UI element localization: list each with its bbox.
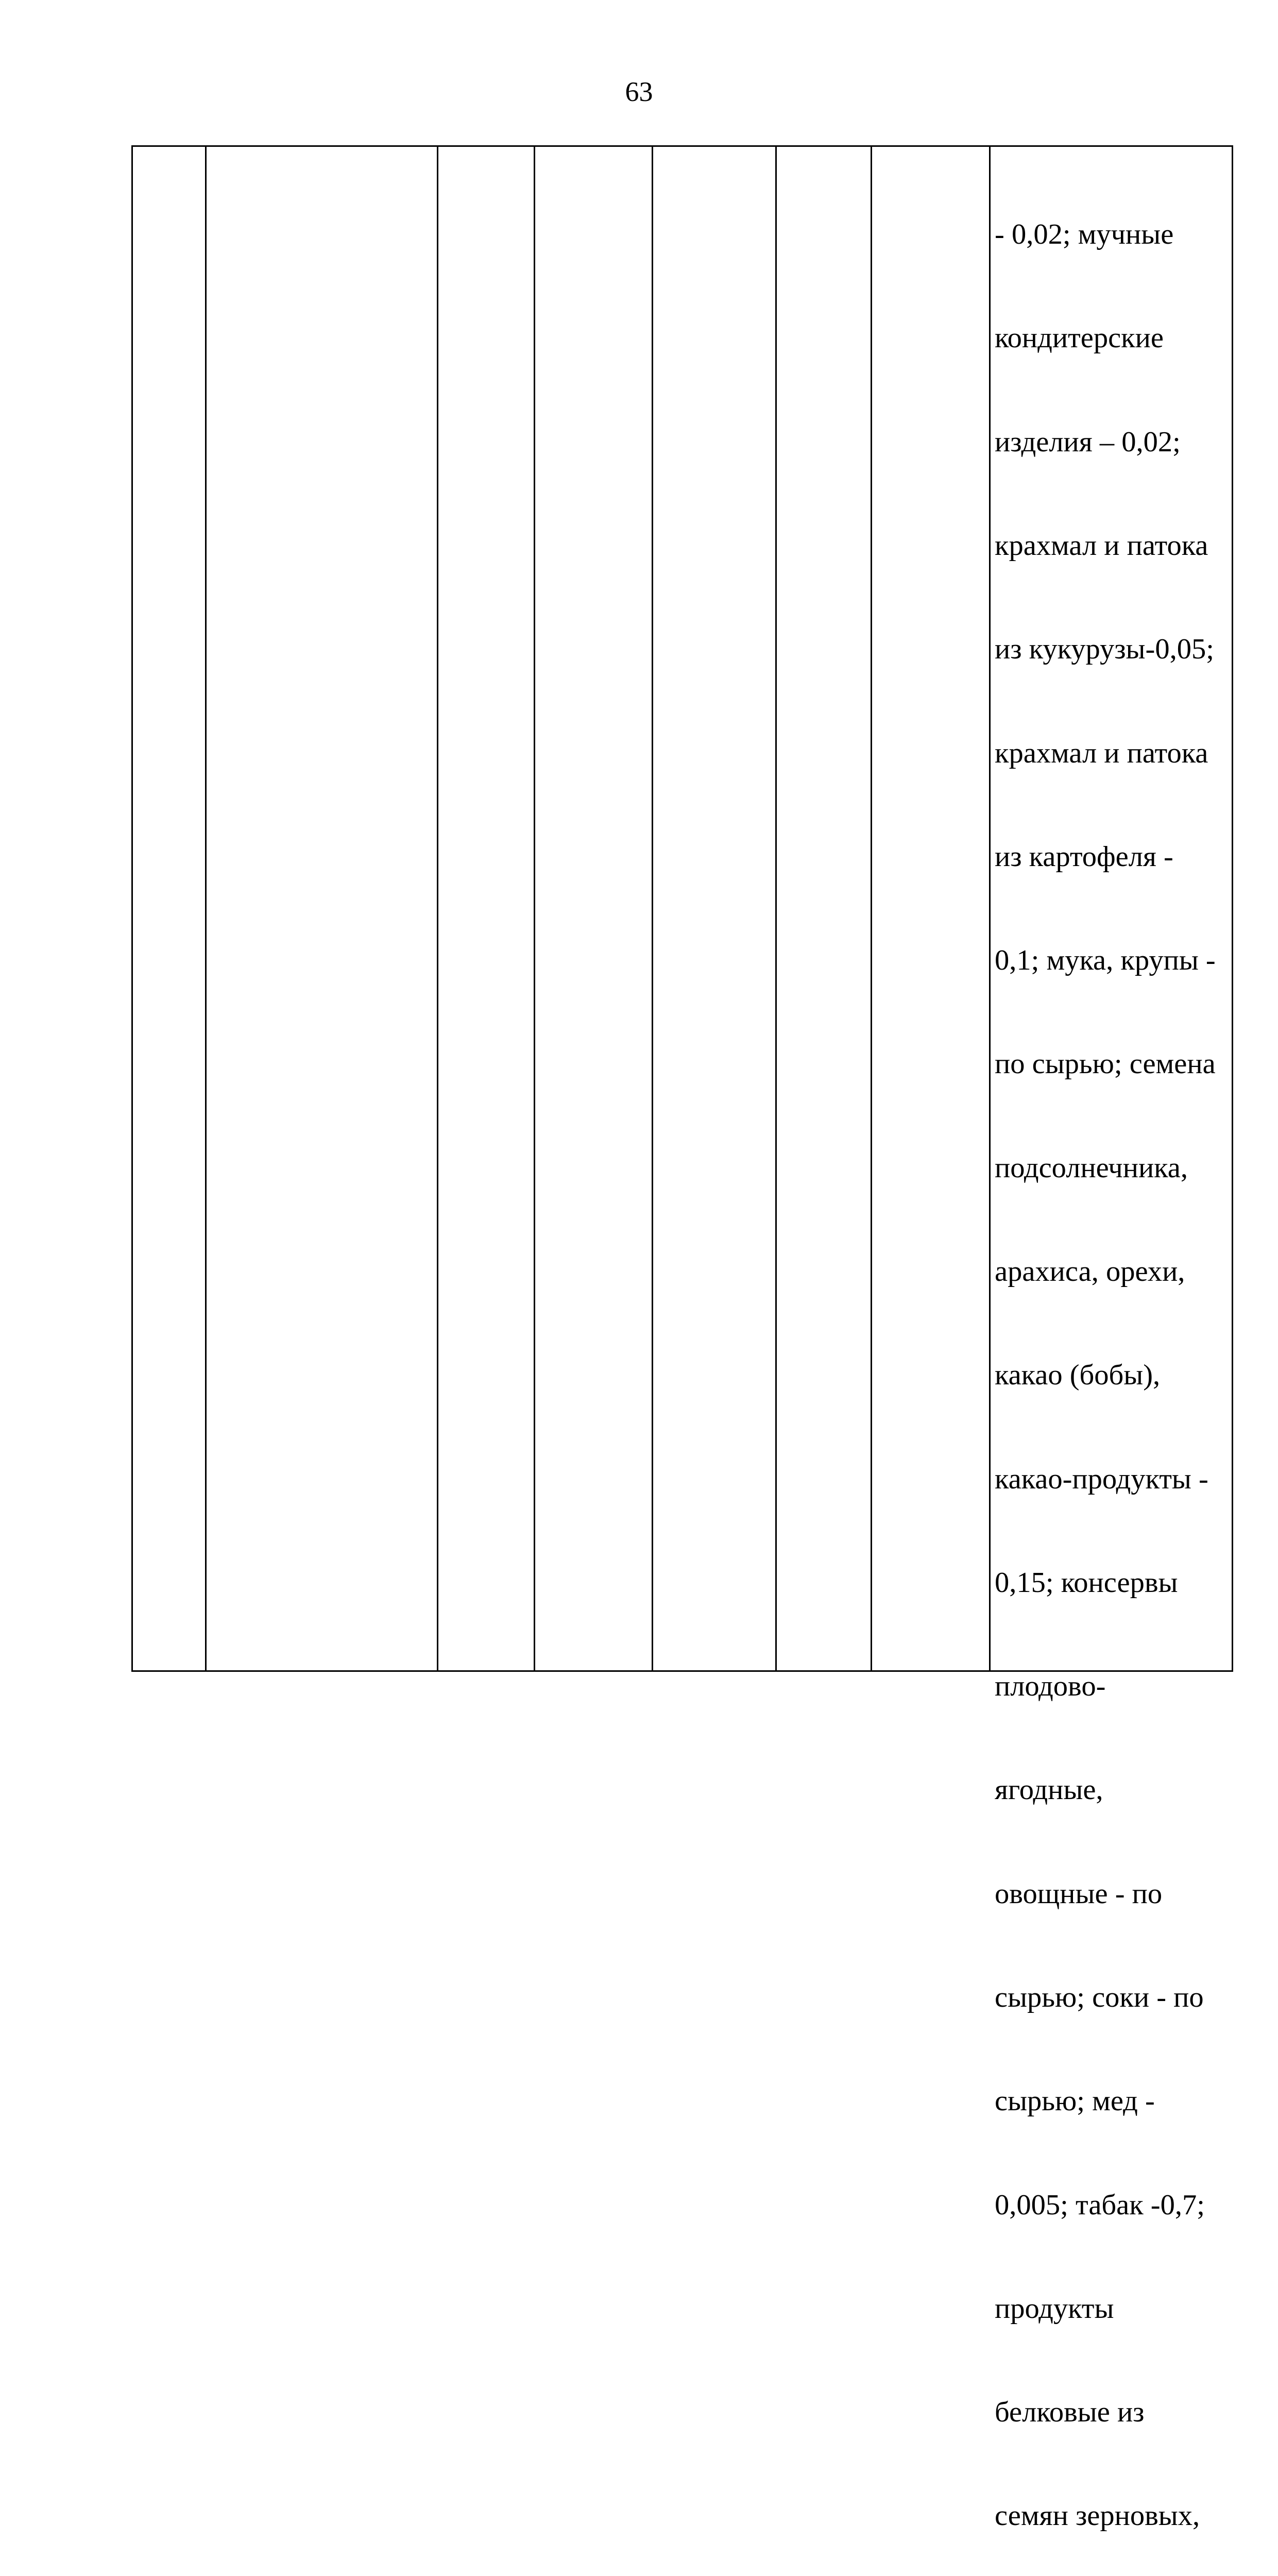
cell-line: сырью; мед - <box>995 2085 1155 2117</box>
cell-line: 0,005; табак -0,7; <box>995 2189 1205 2221</box>
cell-line: какао (бобы), <box>995 1359 1161 1392</box>
cell-line: 0,15; консервы <box>995 1566 1178 1599</box>
cell-line: белковые из <box>995 2396 1145 2429</box>
page-number: 63 <box>625 76 653 107</box>
cell-line: из картофеля - <box>995 840 1173 873</box>
cell-line: плодово- <box>995 1670 1106 1703</box>
cell-line: какао-продукты - <box>995 1463 1208 1495</box>
column-divider <box>437 147 438 1670</box>
column-divider <box>871 147 872 1670</box>
column-divider <box>652 147 653 1670</box>
cell-line: кондитерские <box>995 322 1164 354</box>
column-divider <box>534 147 535 1670</box>
cell-line: 0,1; мука, крупы - <box>995 944 1216 977</box>
cell-line: крахмал и патока <box>995 737 1208 769</box>
column-divider <box>989 147 991 1670</box>
column-divider <box>205 147 207 1670</box>
table-cell-last-column <box>995 148 1232 2576</box>
column-divider <box>775 147 777 1670</box>
cell-line: изделия – 0,02; <box>995 426 1181 458</box>
cell-line: арахиса, орехи, <box>995 1256 1185 1287</box>
cell-line: сырью; соки - по <box>995 1981 1204 2013</box>
cell-line: по сырью; семена <box>995 1048 1216 1080</box>
cell-line: ягодные, <box>995 1774 1103 1806</box>
cell-line: из кукурузы-0,05; <box>995 633 1214 666</box>
cell-line: - 0,02; мучные <box>995 218 1174 251</box>
cell-line: продукты <box>995 2292 1114 2325</box>
cell-line: крахмал и патока <box>995 530 1208 562</box>
cell-line: подсолнечника, <box>995 1151 1188 1184</box>
cell-line: семян зерновых, <box>995 2500 1200 2532</box>
cell-line: овощные - по <box>995 1877 1163 1910</box>
